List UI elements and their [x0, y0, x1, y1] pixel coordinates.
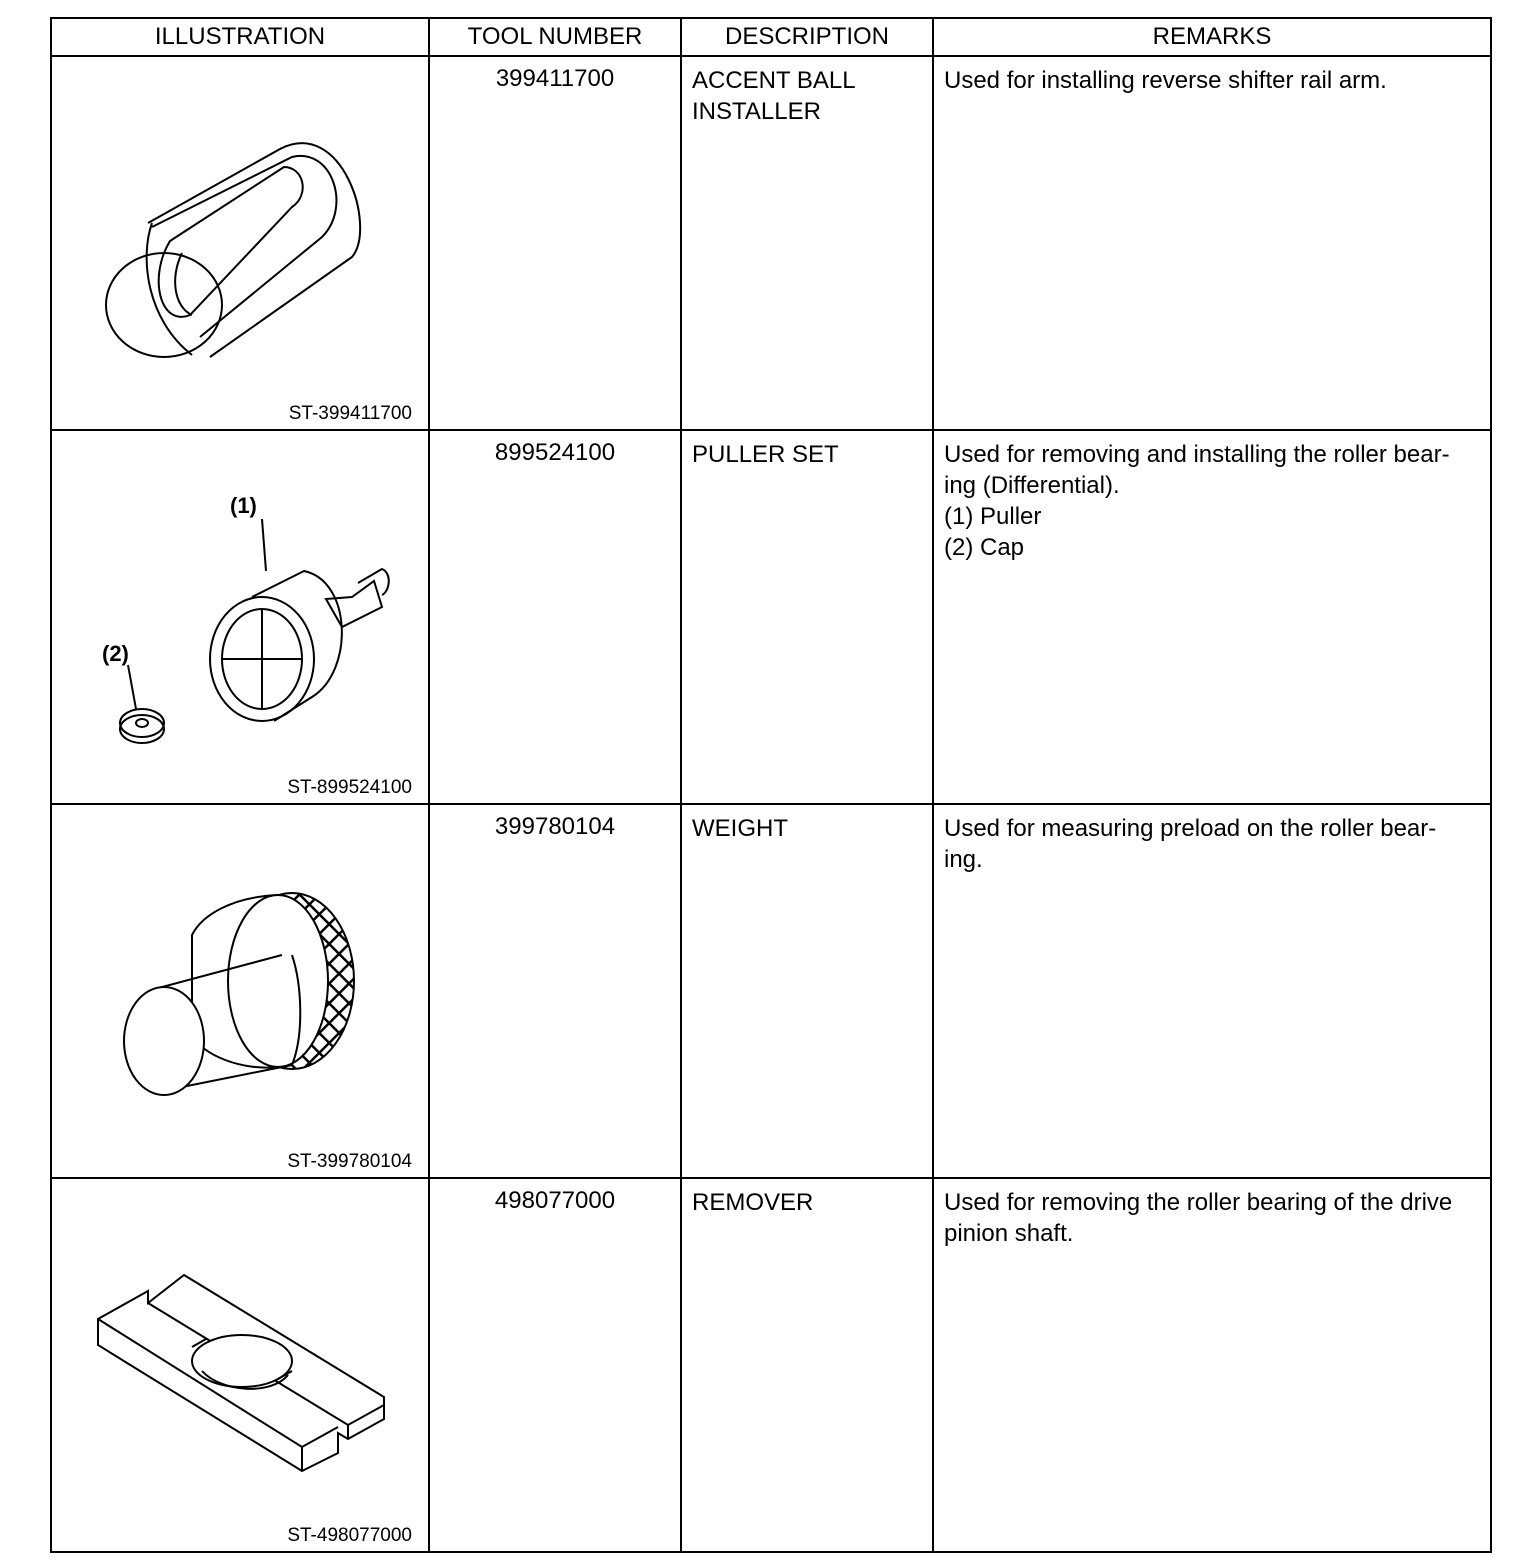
description-line: WEIGHT — [692, 815, 788, 842]
remarks-line: pinion shaft. — [944, 1220, 1074, 1247]
illustration-cell — [51, 804, 429, 1178]
header-illustration: ILLUSTRATION — [51, 18, 429, 56]
tool-number: 498077000 — [429, 1178, 681, 1552]
tool-description — [681, 804, 933, 1178]
table-row — [51, 804, 1491, 1178]
remover-illustration — [52, 1179, 428, 1543]
tool-remarks — [933, 56, 1491, 430]
illustration-code: ST-399780104 — [287, 1151, 412, 1172]
remarks-line: Used for removing the roller bearing of the drive — [944, 1189, 1453, 1216]
tool-description — [681, 1178, 933, 1552]
table-row — [51, 56, 1491, 430]
tool-description — [681, 56, 933, 430]
tool-description — [681, 430, 933, 804]
remarks-line: Used for installing reverse shifter rail arm. — [944, 67, 1387, 94]
tool-number: 399411700 — [429, 56, 681, 430]
table-row — [51, 1178, 1491, 1552]
callout-1: (1) — [230, 493, 257, 518]
accent-ball-installer-illustration — [52, 57, 428, 421]
puller-set-illustration — [52, 431, 428, 795]
special-tools-table — [50, 17, 1492, 1553]
header-description: DESCRIPTION — [681, 18, 933, 56]
illustration-code: ST-399411700 — [288, 403, 412, 424]
illustration-cell — [51, 56, 429, 430]
tool-remarks — [933, 804, 1491, 1178]
illustration-cell — [51, 430, 429, 804]
remarks-line: (1) Puller — [944, 503, 1042, 530]
remarks-line: ing (Differential). — [944, 472, 1120, 499]
description-line: INSTALLER — [692, 98, 821, 125]
illustration-code: ST-498077000 — [287, 1525, 412, 1546]
remarks-line: ing. — [944, 846, 983, 873]
illustration-cell — [51, 1178, 429, 1552]
header-row — [51, 18, 1491, 56]
tool-number: 399780104 — [429, 804, 681, 1178]
tool-number: 899524100 — [429, 430, 681, 804]
tool-remarks — [933, 1178, 1491, 1552]
callout-2: (2) — [102, 641, 129, 666]
weight-illustration — [52, 805, 428, 1169]
description-line: REMOVER — [692, 1189, 814, 1216]
table-row — [51, 430, 1491, 804]
description-line: ACCENT BALL — [692, 67, 856, 94]
remarks-line: Used for measuring preload on the roller bear- — [944, 815, 1437, 842]
description-line: PULLER SET — [692, 441, 839, 468]
header-tool-number: TOOL NUMBER — [429, 18, 681, 56]
remarks-line: Used for removing and installing the roller bear- — [944, 441, 1450, 468]
header-remarks: REMARKS — [933, 18, 1491, 56]
remarks-line: (2) Cap — [944, 534, 1025, 561]
tool-remarks — [933, 430, 1491, 804]
illustration-code: ST-899524100 — [287, 777, 412, 798]
